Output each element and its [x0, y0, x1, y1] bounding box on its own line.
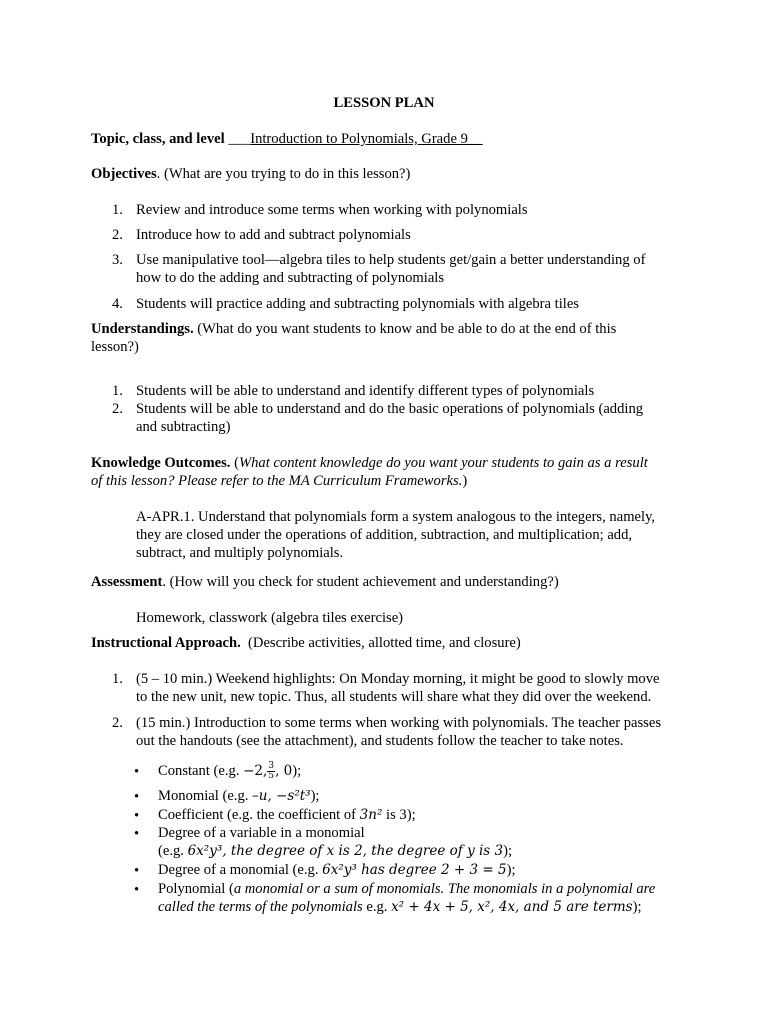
bullet-text: called the terms of the polynomials: [158, 899, 363, 915]
knowledge-standard: [136, 508, 676, 562]
objective-number: 4.: [112, 296, 123, 312]
bullet-text: Constant (e.g.: [158, 763, 244, 779]
activity-item-cont: out the handouts (see the attachment), and students follow the teacher to take notes.: [136, 733, 624, 749]
understanding-item-cont: and subtracting): [136, 419, 231, 435]
activity-item: (15 min.) Introduction to some terms when working with polynomials. The teacher passes: [136, 715, 662, 731]
bullet-constant: [158, 762, 678, 781]
bullet-text: e.g.: [362, 899, 392, 915]
understanding-item: Students will be able to understand and identify different types of polynomials: [136, 383, 595, 399]
understanding-item: Students will be able to understand and do the basic operations of polynomials (adding: [136, 401, 644, 417]
knowledge-prompt: What content knowledge do you want your students to gain as a result: [238, 455, 648, 471]
instructional-label: Instructional Approach.: [91, 635, 241, 651]
objective-number: 3.: [112, 252, 123, 268]
bullet-text: is 3);: [382, 807, 416, 823]
activity-number: 2.: [112, 715, 123, 731]
activity-item: (5 – 10 min.) Weekend highlights: On Monday morning, it might be good to slowly move: [136, 671, 660, 687]
bullet-text: );: [292, 763, 302, 779]
math-expression: −2,: [243, 763, 268, 779]
bullet-icon: •: [134, 863, 140, 879]
objective-item: Use manipulative tool—algebra tiles to help students get/gain a better understanding of: [136, 252, 646, 268]
topic-post-blank: __: [467, 131, 483, 147]
objectives-heading: [91, 165, 671, 183]
bullet-text: );: [310, 788, 320, 804]
activity-number: 1.: [112, 671, 123, 687]
bullet-text: );: [503, 843, 513, 859]
knowledge-prompt-cont: of this lesson? Please refer to the MA Curriculum Frameworks.: [91, 473, 463, 489]
bullet-icon: •: [134, 808, 140, 824]
bullet-polynomial: [158, 880, 698, 916]
understandings-prompt: (What do you want students to know and be able to do at the end of this: [193, 321, 617, 337]
bullet-text: Coefficient (e.g. the coefficient of: [158, 807, 360, 823]
objective-number: 1.: [112, 202, 123, 218]
fraction-numerator: 3: [268, 761, 275, 772]
bullet-text: (e.g.: [158, 843, 188, 859]
math-expression: –u, −s²t³: [252, 788, 311, 804]
knowledge-paren-open: (: [230, 455, 239, 471]
bullet-text: Degree of a variable in a monomial: [158, 825, 365, 841]
bullet-icon: •: [134, 789, 140, 805]
bullet-coefficient: [158, 806, 678, 824]
bullet-degree-monomial: [158, 861, 678, 879]
standard-line: they are closed under the operations of addition, subtraction, and multiplication; add,: [136, 527, 633, 543]
objective-item-cont: how to do the adding and subtracting of polynomials: [136, 270, 445, 286]
objectives-label: Objectives: [91, 166, 157, 182]
assessment-prompt: . (How will you check for student achievement and understanding?): [162, 574, 559, 590]
math-expression: , 0: [275, 763, 293, 779]
bullet-icon: •: [134, 882, 140, 898]
topic-pre-blank: ___: [228, 131, 251, 147]
assessment-label: Assessment: [91, 574, 163, 590]
objective-item: Review and introduce some terms when working with polynomials: [136, 202, 528, 218]
objective-item: Introduce how to add and subtract polynomials: [136, 227, 411, 243]
knowledge-label: Knowledge Outcomes.: [91, 455, 231, 471]
math-expression: 6x²y³, the degree of x is 2, the degree of y is 3: [187, 843, 504, 859]
math-expression: 6x²y³ has degree 2 + 3 = 5: [322, 862, 507, 878]
page-title: LESSON PLAN: [333, 95, 435, 111]
objective-item: Students will practice adding and subtracting polynomials with algebra tiles: [136, 296, 579, 312]
bullet-text: );: [632, 899, 642, 915]
topic-value: Introduction to Polynomials, Grade 9: [250, 131, 468, 147]
topic-line: [91, 130, 671, 148]
fraction: [267, 762, 275, 781]
standard-line: A-APR.1. Understand that polynomials form a system analogous to the integers, namely,: [136, 509, 656, 525]
assessment-heading: [91, 573, 671, 591]
activity-item-cont: to the new unit, new topic. Thus, all students will share what they did over the weekend.: [136, 689, 652, 705]
knowledge-paren-close: ): [462, 473, 468, 489]
bullet-text: );: [506, 862, 516, 878]
bullet-icon: •: [134, 764, 140, 780]
fraction-denominator: 5: [268, 771, 275, 782]
standard-line: subtract, and multiply polynomials.: [136, 545, 344, 561]
understanding-number: 1.: [112, 383, 123, 399]
bullet-text: Degree of a monomial (e.g.: [158, 862, 323, 878]
knowledge-heading: [91, 454, 691, 490]
instructional-heading: [91, 634, 671, 652]
understandings-prompt-cont: lesson?): [91, 339, 139, 355]
objective-number: 2.: [112, 227, 123, 243]
topic-label: Topic, class, and level: [91, 131, 225, 147]
bullet-icon: •: [134, 826, 140, 842]
understanding-number: 2.: [112, 401, 123, 417]
bullet-text: Monomial (e.g.: [158, 788, 253, 804]
bullet-degree-variable: [158, 824, 678, 860]
bullet-text: a monomial or a sum of monomials. The monomials in a polynomial are: [233, 881, 656, 897]
understandings-heading: [91, 320, 691, 356]
bullet-monomial: [158, 787, 678, 805]
understandings-label: Understandings.: [91, 321, 194, 337]
assessment-answer: Homework, classwork (algebra tiles exercise): [136, 610, 404, 626]
objectives-prompt: . (What are you trying to do in this lesson?): [156, 166, 411, 182]
instructional-prompt: (Describe activities, allotted time, and closure): [240, 635, 521, 651]
math-expression: x² + 4x + 5, x², 4x, and 5 are terms: [391, 899, 633, 915]
math-expression: 3n²: [359, 807, 383, 823]
bullet-text: Polynomial (: [158, 881, 234, 897]
